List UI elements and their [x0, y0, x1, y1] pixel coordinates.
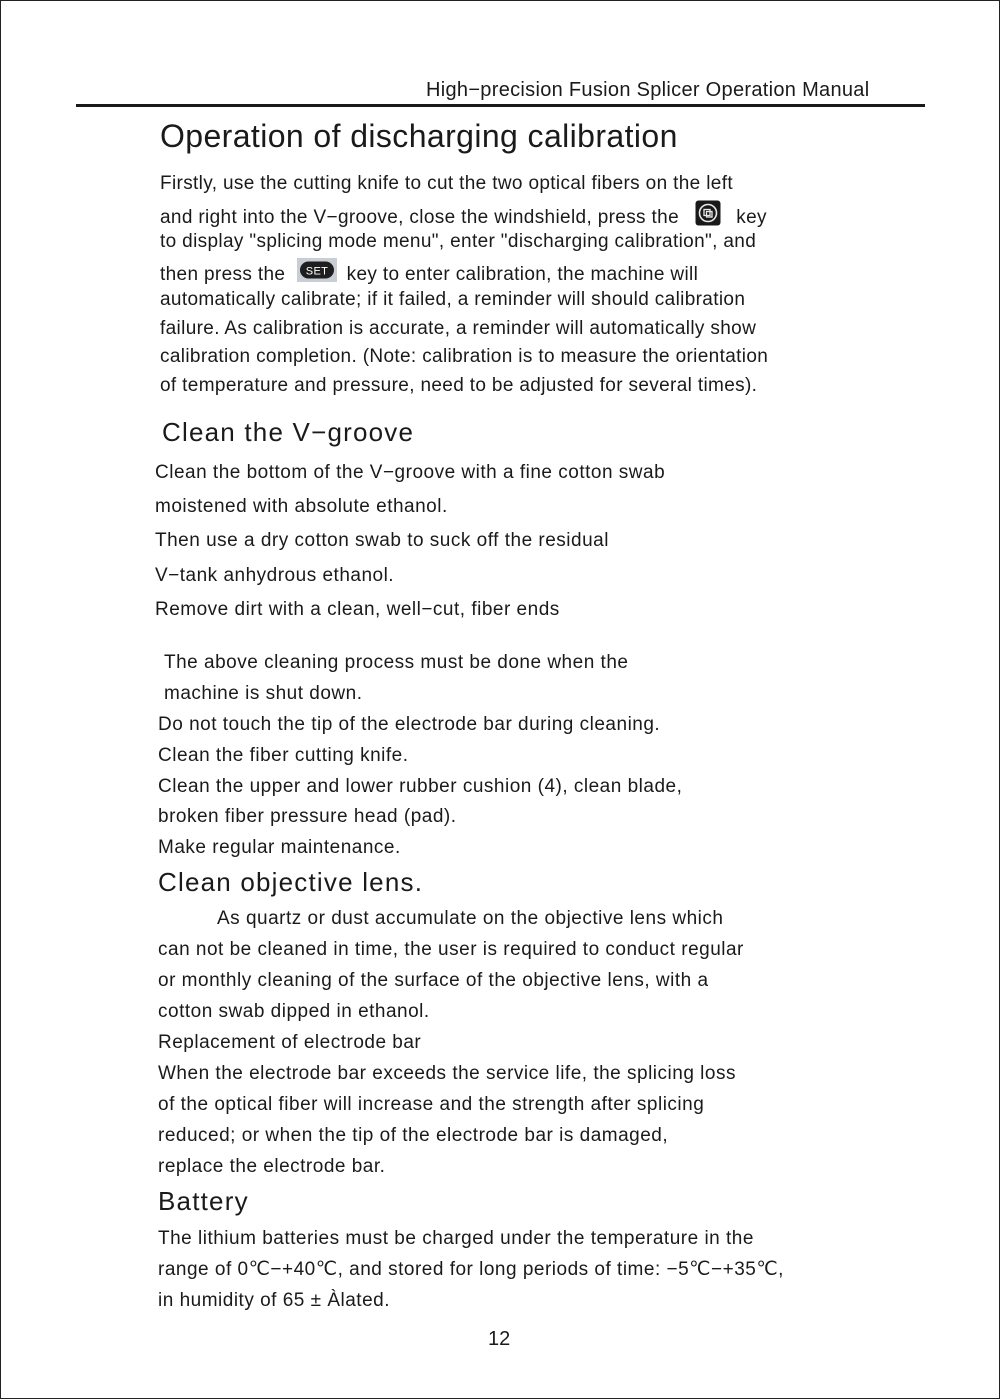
- paragraph-line: in humidity of 65 ± Àlated.: [158, 1290, 390, 1311]
- paragraph-line: Then use a dry cotton swab to suck off the residual: [155, 530, 609, 551]
- set-key-label: SET: [305, 265, 329, 278]
- paragraph-line: cotton swab dipped in ethanol.: [158, 1001, 430, 1022]
- paragraph-line: When the electrode bar exceeds the service life, the splicing loss: [158, 1063, 736, 1084]
- paragraph-line: Replacement of electrode bar: [158, 1032, 422, 1053]
- section-heading-calibration: Operation of discharging calibration: [160, 118, 678, 154]
- paragraph-line: or monthly cleaning of the surface of the objective lens, with a: [158, 970, 709, 991]
- paragraph-text: key: [736, 207, 767, 229]
- paragraph-line: machine is shut down.: [164, 683, 363, 704]
- section-heading-battery: Battery: [158, 1186, 249, 1216]
- paragraph-line: [160, 203, 767, 233]
- paragraph-line: The above cleaning process must be done when the: [164, 652, 629, 673]
- paragraph-line: can not be cleaned in time, the user is required to conduct regular: [158, 939, 744, 960]
- paragraph-line: range of 0℃−+40℃, and stored for long periods of time: −5℃−+35℃,: [158, 1259, 784, 1280]
- paragraph-line: V−tank anhydrous ethanol.: [155, 565, 395, 586]
- paragraph-line: calibration completion. (Note: calibration is to measure the orientation: [160, 346, 769, 367]
- paragraph-line: Clean the bottom of the V−groove with a fine cotton swab: [155, 462, 666, 483]
- menu-key-icon: [695, 200, 721, 230]
- paragraph-line: to display "splicing mode menu", enter "discharging calibration", and: [160, 231, 757, 252]
- paragraph-line: automatically calibrate; if it failed, a reminder will should calibration: [160, 289, 746, 310]
- paragraph-line: Clean the fiber cutting knife.: [158, 745, 409, 766]
- paragraph-line: Do not touch the tip of the electrode bar during cleaning.: [158, 714, 661, 735]
- running-header: High−precision Fusion Splicer Operation Manual: [426, 79, 870, 101]
- paragraph-line: of the optical fiber will increase and the strength after splicing: [158, 1094, 705, 1115]
- paragraph-line: of temperature and pressure, need to be adjusted for several times).: [160, 375, 758, 396]
- section-heading-clean-v-groove: Clean the V−groove: [162, 417, 415, 447]
- paragraph-line: reduced; or when the tip of the electrode bar is damaged,: [158, 1125, 669, 1146]
- paragraph-line: The lithium batteries must be charged under the temperature in the: [158, 1228, 754, 1249]
- paragraph-line: Make regular maintenance.: [158, 837, 401, 858]
- header-rule: [76, 104, 925, 107]
- paragraph-line: As quartz or dust accumulate on the objective lens which: [217, 908, 724, 929]
- paragraph-text: and right into the V−groove, close the windshield, press the: [160, 207, 679, 229]
- paragraph-line: [160, 261, 698, 289]
- paragraph-line: Firstly, use the cutting knife to cut the two optical fibers on the left: [160, 173, 733, 194]
- paragraph-line: Remove dirt with a clean, well−cut, fiber ends: [155, 599, 560, 620]
- set-key-icon: [297, 258, 337, 286]
- page-number: 12: [488, 1328, 511, 1350]
- paragraph-text: then press the: [160, 264, 286, 286]
- paragraph-line: moistened with absolute ethanol.: [155, 496, 448, 517]
- paragraph-line: broken fiber pressure head (pad).: [158, 806, 457, 827]
- paragraph-text: key to enter calibration, the machine will: [346, 264, 699, 286]
- paragraph-line: failure. As calibration is accurate, a reminder will automatically show: [160, 318, 757, 339]
- paragraph-line: replace the electrode bar.: [158, 1156, 386, 1177]
- paragraph-line: Clean the upper and lower rubber cushion (4), clean blade,: [158, 776, 683, 797]
- section-heading-clean-objective-lens: Clean objective lens.: [158, 867, 424, 897]
